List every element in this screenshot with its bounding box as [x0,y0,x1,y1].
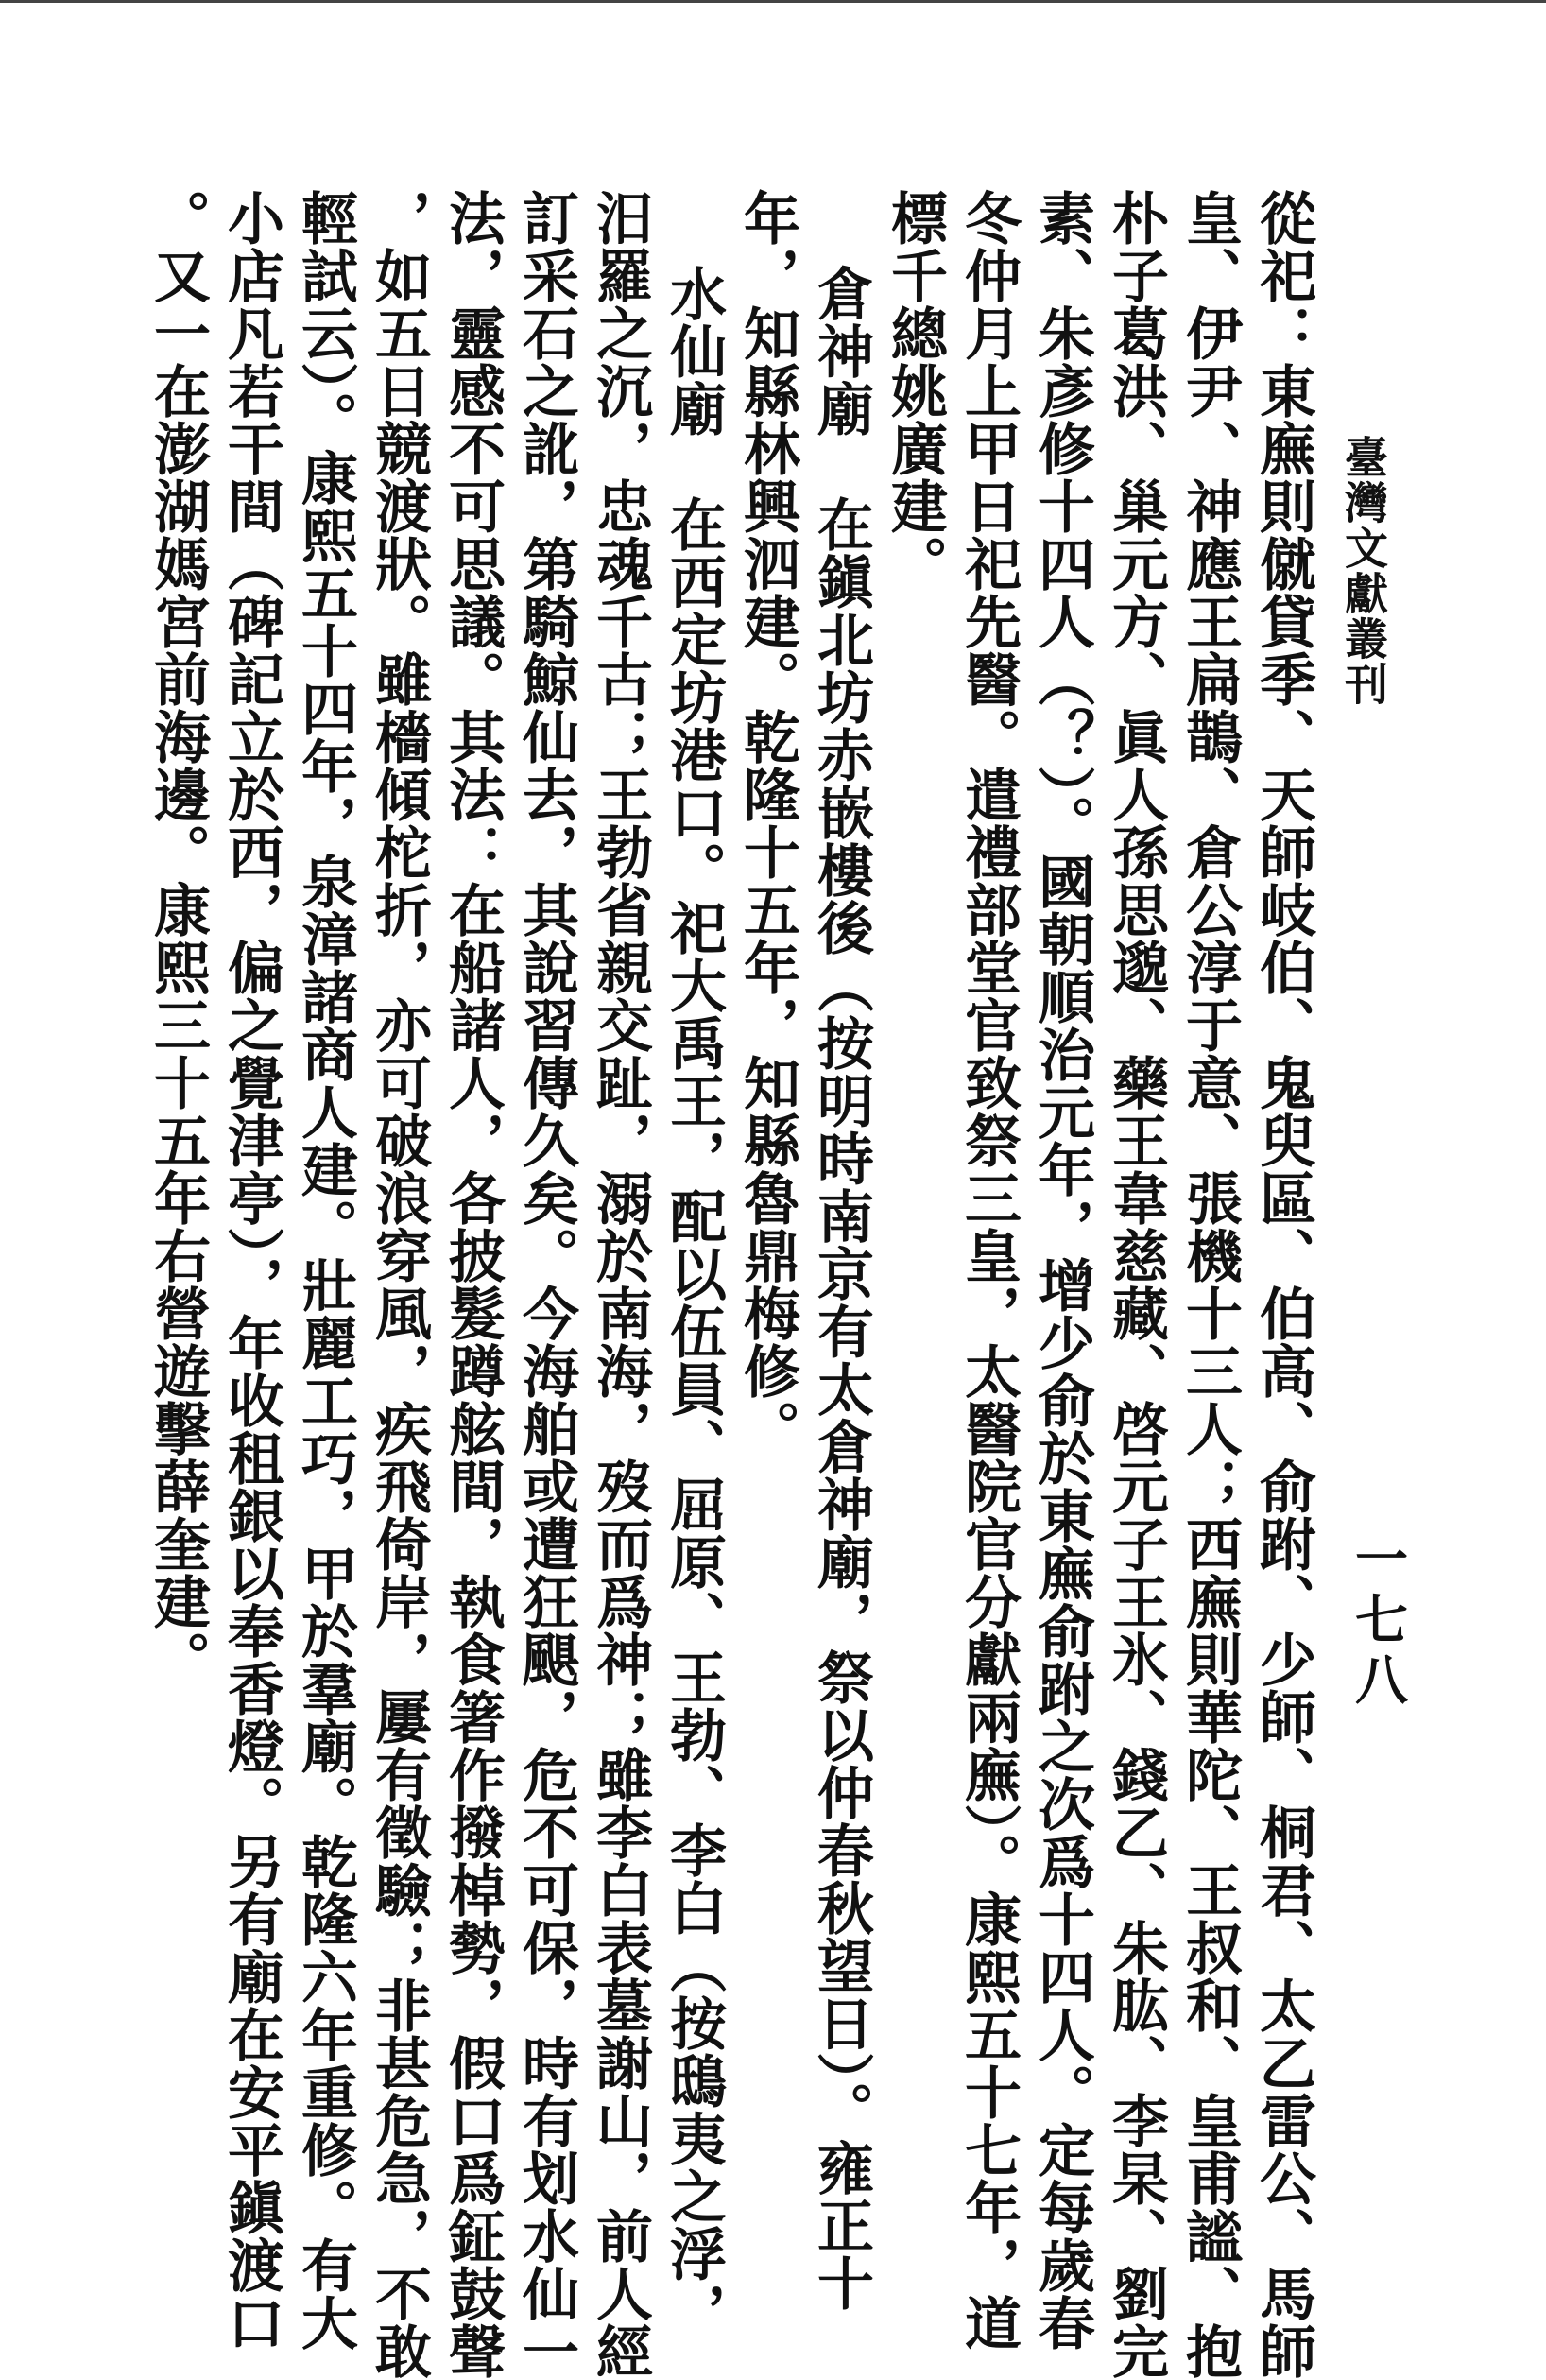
page-number: 一七八 [1347,1531,1409,1713]
text-column: ，如五日競渡狀。雖檣傾柁折，亦可破浪穿風，疾飛倚岸，屢有徵驗；非甚危急，不敢 [366,189,432,2380]
running-header-title: 臺灣文獻叢刊 [1338,435,1389,707]
text-column: 朴子葛洪、巢元方、眞人孫思邈、藥王韋慈藏、啓元子王氷、錢乙、朱肱、李杲、劉完 [1103,189,1169,2380]
text-column: 倉神廟 在鎭北坊赤嵌樓後（按明時南京有太倉神廟，祭以仲春秋望日）。雍正十 [808,265,874,2312]
text-column: 輕試云）。康熙五十四年，泉漳諸商人建。壯麗工巧，甲於羣廟。乾隆六年重修。有大 [292,189,358,2352]
text-column: 汨羅之沉，忠魂千古；王勃省親交趾，溺於南海，歿而爲神；雖李白表墓謝山，前人經 [587,189,653,2380]
text-column: 標千總姚廣建。 [882,189,948,593]
top-border-line [0,0,1546,3]
text-column: 素、朱彥修十四人（？）。國朝順治元年，增少俞於東廡俞跗之次爲十四人。定每歲春 [1029,189,1095,2352]
text-column: 冬仲月上甲日祀先醫。遣禮部堂官致祭三皇，太醫院官分獻兩廡）。康熙五十七年，道 [955,189,1022,2352]
text-column: 小店凡若干間（碑記立於西，偏之覺津亭），年收租銀以奉香燈。另有廟在安平鎭渡口 [218,189,284,2352]
text-column: 水仙廟 在西定坊港口。祀大禹王，配以伍員、屈原、王勃、李白（按鴟夷之浮， [661,265,727,2340]
text-column: 。又一在澎湖媽宮前海邊。康熙三十五年右營遊擊薛奎建。 [145,189,211,1688]
text-column: 皇、伊尹、神應王扁鵲、倉公淳于意、張機十三人；西廡則華陀、王叔和、皇甫謐、抱 [1177,189,1243,2380]
text-column: 年，知縣林興泗建。乾隆十五年，知縣魯鼎梅修。 [734,189,800,1457]
text-column: 法，靈感不可思議。其法：在船諸人，各披髮蹲舷間，執食箸作撥棹勢，假口爲鉦鼓聲 [439,189,506,2380]
text-column: 訂采石之訛，第騎鯨仙去，其說習傳久矣。今海舶或遭狂颶，危不可保，時有划水仙一 [513,189,579,2380]
text-column: 從祀：東廡則僦貸季、天師岐伯、鬼臾區、伯高、俞跗、少師、桐君、太乙雷公、馬師 [1250,189,1316,2380]
